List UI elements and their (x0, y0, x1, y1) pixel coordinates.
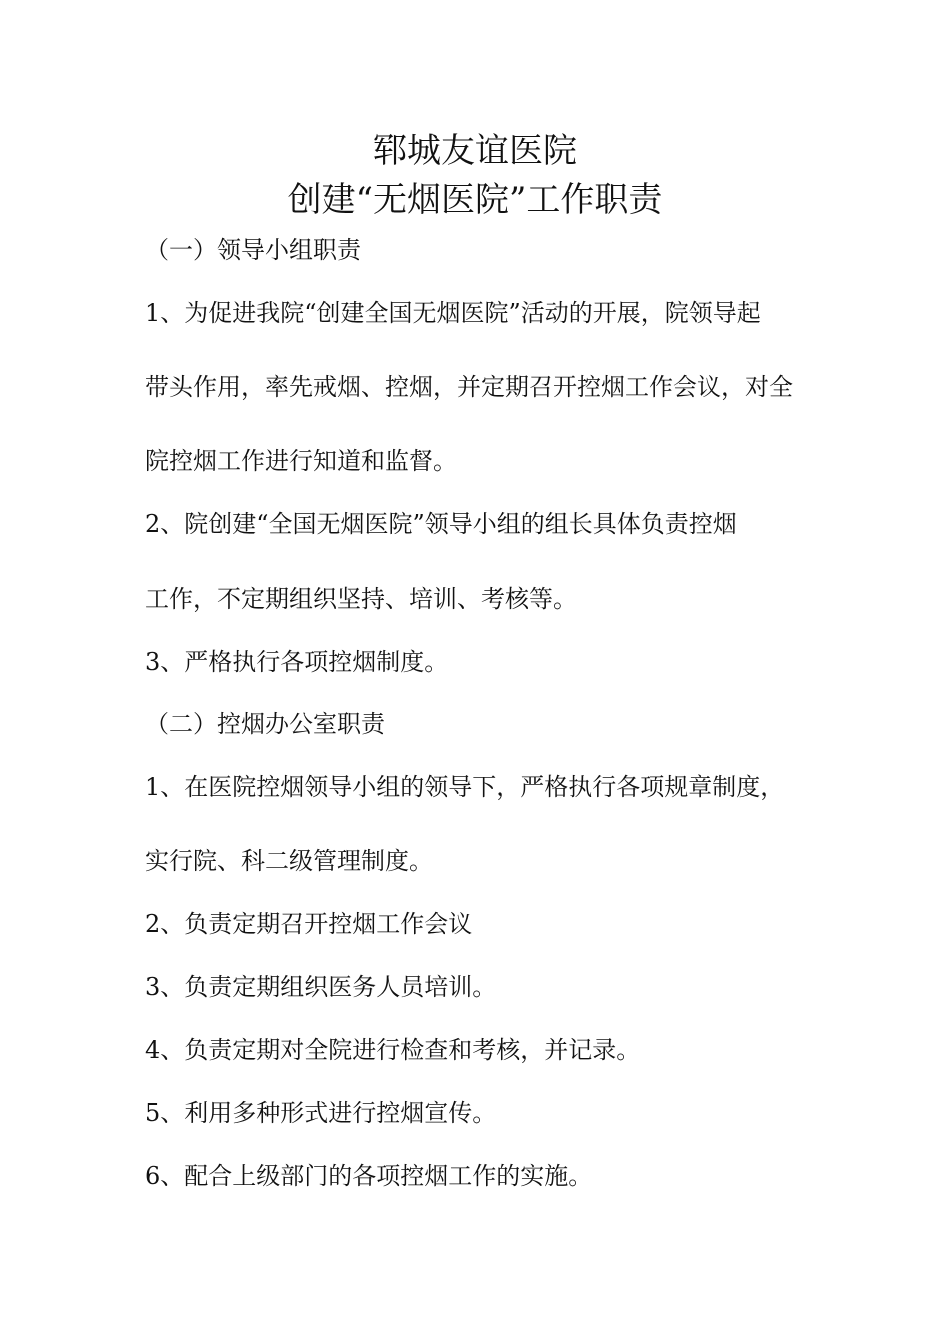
document-title-hospital: 郓城友谊医院 (373, 131, 577, 171)
paragraph-line: 2、负责定期召开控烟工作会议 (145, 910, 473, 938)
paragraph-line: 6、配合上级部门的各项控烟工作的实施。 (145, 1162, 593, 1190)
paragraph-line: 3、严格执行各项控烟制度。 (145, 648, 449, 676)
paragraph-line: 1、为促进我院“创建全国无烟医院”活动的开展，院领导起 (145, 299, 761, 327)
section-heading-office: （二）控烟办公室职责 (145, 710, 385, 738)
paragraph-line: 3、负责定期组织医务人员培训。 (145, 973, 497, 1001)
paragraph-line: 4、负责定期对全院进行检查和考核，并记录。 (145, 1036, 641, 1064)
paragraph-line: 带头作用，率先戒烟、控烟，并定期召开控烟工作会议，对全 (145, 373, 793, 401)
paragraph-line: 1、在医院控烟领导小组的领导下，严格执行各项规章制度， (145, 773, 785, 801)
paragraph-line: 2、院创建“全国无烟医院”领导小组的组长具体负责控烟 (145, 510, 737, 538)
paragraph-line: 5、利用多种形式进行控烟宣传。 (145, 1099, 497, 1127)
paragraph-line: 院控烟工作进行知道和监督。 (145, 447, 457, 475)
section-heading-leadership: （一）领导小组职责 (145, 236, 361, 264)
document-title-duties: 创建“无烟医院”工作职责 (287, 180, 663, 220)
paragraph-line: 工作，不定期组织坚持、培训、考核等。 (145, 585, 577, 613)
paragraph-line: 实行院、科二级管理制度。 (145, 847, 433, 875)
